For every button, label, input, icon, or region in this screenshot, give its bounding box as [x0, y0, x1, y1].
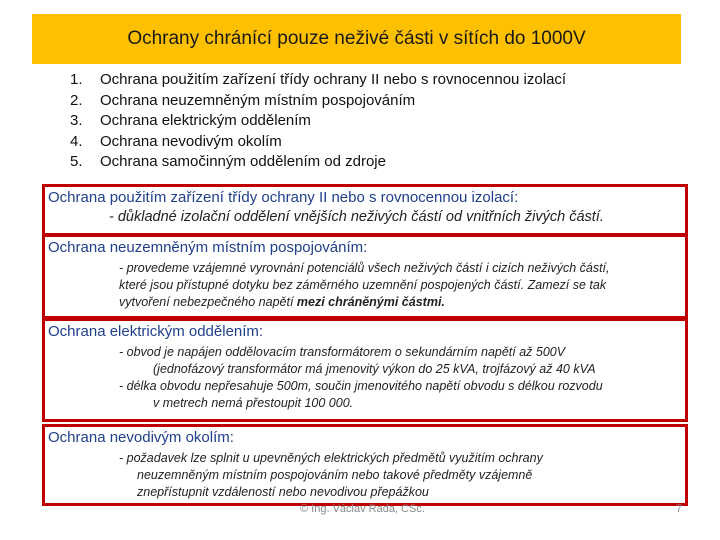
list-item: 2. Ochrana neuzemněným místním pospojováním	[70, 91, 416, 109]
box-text: - provedeme vzájemné vyrovnání potenciálů všech neživých částí i cizích neživých částí, které jsou přístupné dotyku bez záměrného uzemnění pospojených částí. Zamezí se tak vytvoření nebezpečného napětí mezi chráněnými částmi.	[119, 261, 610, 309]
box-heading: Ochrana nevodivým okolím:	[48, 429, 234, 446]
box-text: - obvod je napájen oddělovacím transformátorem o sekundárním napětí až 500V (jednofázový transformátor má jmenovitý výkon do 25 kVA, trojfázový až 40 kVA - délka obvodu nepřesahuje 500m, součin jmenovitého napětí obvodu s délkou rozvodu v metrech nemá přestoupit 100 000.	[119, 345, 603, 410]
box-heading: Ochrana elektrickým oddělením:	[48, 323, 264, 340]
class-ii-protection-box	[42, 184, 688, 236]
list-item: 5. Ochrana samočinným oddělením od zdroje	[70, 153, 386, 170]
slide-title-text: Ochrany chránící pouze neživé části v sítích do 1000V	[127, 28, 586, 49]
electrical-separation-box	[42, 318, 688, 422]
non-conductive-environment-box	[42, 424, 688, 506]
box-heading: Ochrana použitím zařízení třídy ochrany II nebo s rovnocennou izolací:	[48, 189, 519, 206]
box-text: - požadavek lze splnit u upevněných elektrických předmětů využitím ochrany neuzemněným místním pospojováním nebo takové předměty vzájemně znepřístupnit vzdáleností nebo nevodivou přepážkou	[119, 451, 543, 499]
local-bonding-box	[42, 234, 688, 319]
box-text: - důkladné izolační oddělení vnějších neživých částí od vnitřních živých částí.	[109, 209, 604, 225]
protection-list	[70, 70, 566, 173]
box-heading: Ochrana neuzemněným místním pospojováním:	[48, 239, 368, 256]
footer-author: © Ing. Václav Rada, CSc.	[300, 503, 425, 515]
list-item: 3. Ochrana elektrickým oddělením	[70, 112, 311, 129]
list-item: 4. Ochrana nevodivým okolím	[70, 132, 282, 150]
page-number: 7	[675, 503, 682, 515]
slide-title	[32, 14, 681, 64]
list-item: 1. Ochrana použitím zařízení třídy ochrany II nebo s rovnocennou izolací	[70, 71, 567, 88]
